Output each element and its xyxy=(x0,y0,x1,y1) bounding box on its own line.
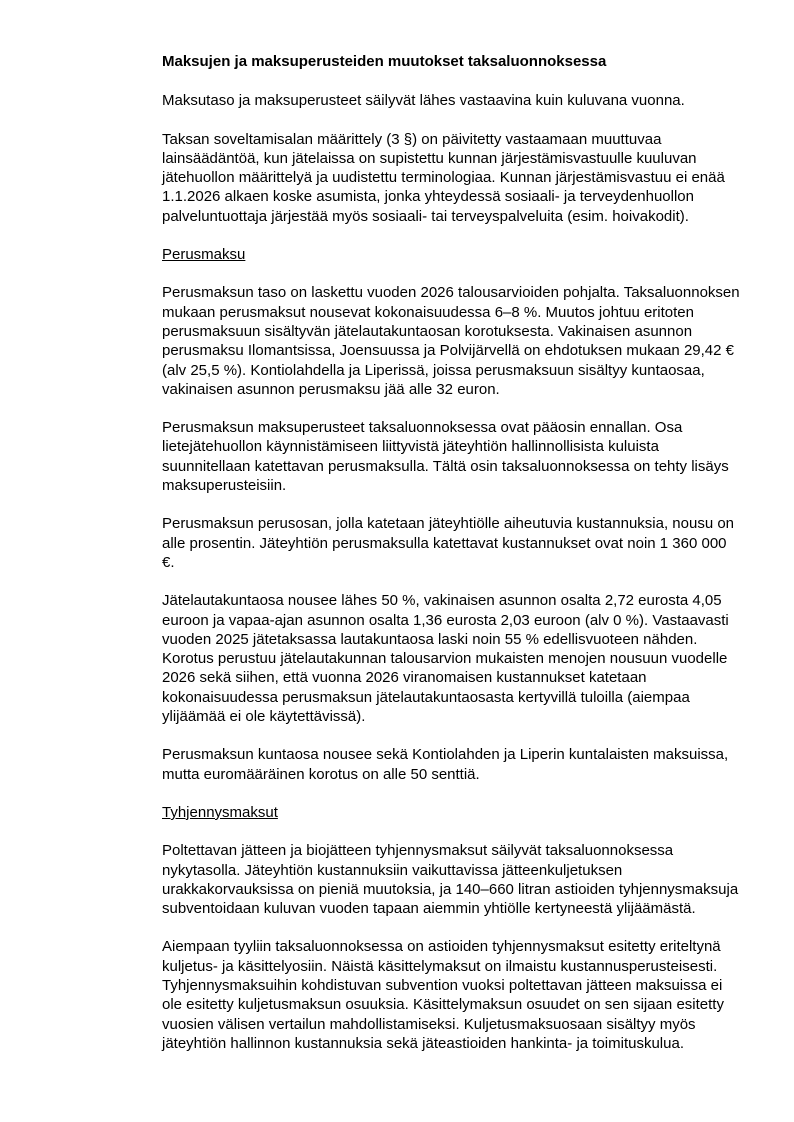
section-heading-perusmaksu: Perusmaksu xyxy=(162,246,246,264)
paragraph-erittely: Aiempaan tyyliin taksaluonnoksessa on astioiden tyhjennysmaksut esitetty eriteltynä kuljetus- ja käsittelyosiin. Näistä käsittelymaksut on ilmaistu kustannusperusteisesti. Tyhjennysmaksuihin kohdistuvan subvention vuoksi poltettavan jätteen maksuissa ei ole esitetty kuljetusmaksun osuuksia. Käsittelymaksun osuudet on sen sijaan esitetty vuosien välisen vertailun mahdollistamiseksi. Kuljetusmaksuosaan sisältyy myös jäteyhtiön hallinnon kustannuksia sekä jäteastioiden hankinta- ja toimituskulua. xyxy=(162,938,724,1052)
paragraph-jatelautakuntaosa: Jätelautakuntaosa nousee lähes 50 %, vakinaisen asunnon osalta 2,72 eurosta 4,05 euroon ja vapaa-ajan asunnon osalta 1,36 eurosta 2,03 euroon (alv 0 %). Vastaavasti vuoden 2025 jätetaksassa lautakuntaosa laski noin 55 % edellisvuoteen nähden. Korotus perustuu jätelautakunnan talousarvion mukaisten menojen nousuun vuodelle 2026 sekä siihen, että vuonna 2026 viranomaisen kustannukset katetaan kokonaisuudessa perusmaksun jätelautakuntaosasta kertyvillä tuloilla (aiempaa ylijäämää ei ole käytettävissä). xyxy=(162,592,729,726)
document-content xyxy=(162,52,740,1072)
section-heading-tyhjennysmaksut: Tyhjennysmaksut xyxy=(162,803,278,821)
paragraph-tyhjennysmaksut: Poltettavan jätteen ja biojätteen tyhjennysmaksut säilyvät taksaluonnoksessa nykytasolla. Jäteyhtiön kustannuksiin vaikuttavissa jätteenkuljetuksen urakkakorvauksissa on pieniä muutoksia, ja 140–660 litran astioiden tyhjennysmaksuja subventoidaan kuluvan vuoden tapaan aiemmin yhtiölle kertyneestä ylijäämästä. xyxy=(162,842,739,918)
paragraph-perusosa: Perusmaksun perusosan, jolla katetaan jäteyhtiölle aiheutuvia kustannuksia, nousu on alle prosentin. Jäteyhtiön perusmaksulla katettavat kustannukset ovat noin 1 360 000 €. xyxy=(162,515,735,571)
paragraph-intro: Maksutaso ja maksuperusteet säilyvät lähes vastaavina kuin kuluvana vuonna. xyxy=(162,92,685,110)
paragraph-scope-definition: Taksan soveltamisalan määrittely (3 §) on päivitetty vastaamaan muuttuvaa lainsäädäntöä, kun jätelaissa on supistettu kunnan järjestämisvastuulle kuuluvan jätehuollon määrittelyä ja uudistettu terminologiaa. Kunnan järjestämisvastuu ei enää 1.1.2026 alkaen koske asumista, jonka yhteydessä sosiaali- ja terveydenhuollon palveluntuottaja järjestää myös sosiaali- tai terveyspalveluita (esim. hoivakodit). xyxy=(162,130,725,225)
paragraph-maksuperusteet: Perusmaksun maksuperusteet taksaluonnoksessa ovat pääosin ennallan. Osa lietejätehuollon käynnistämiseen liittyvistä jäteyhtiön hallinnollisista kuluista suunnitellaan katettavan perusmaksulla. Tältä osin taksaluonnoksessa on tehty lisäys maksuperusteisiin. xyxy=(162,419,729,495)
document-title: Maksujen ja maksuperusteiden muutokset taksaluonnoksessa xyxy=(162,53,607,70)
paragraph-perusmaksu-taso: Perusmaksun taso on laskettu vuoden 2026 talousarvioiden pohjalta. Taksaluonnoksen mukaan perusmaksut nousevat kokonaisuudessa 6–8 %. Muutos johtuu eritoten perusmaksuun sisältyvän jätelautakuntaosan korotuksesta. Vakinaisen asunnon perusmaksu Ilomantsissa, Joensuussa ja Polvijärvellä on ehdotuksen mukaan 29,42 € (alv 25,5 %). Kontiolahdella ja Liperissä, joissa perusmaksuun sisältyy kuntaosaa, vakinaisen asunnon perusmaksu jää alle 32 euron. xyxy=(162,284,740,398)
paragraph-kuntaosa: Perusmaksun kuntaosa nousee sekä Kontiolahden ja Liperin kuntalaisten maksuissa, mutta euromääräinen korotus on alle 50 senttiä. xyxy=(162,746,729,783)
